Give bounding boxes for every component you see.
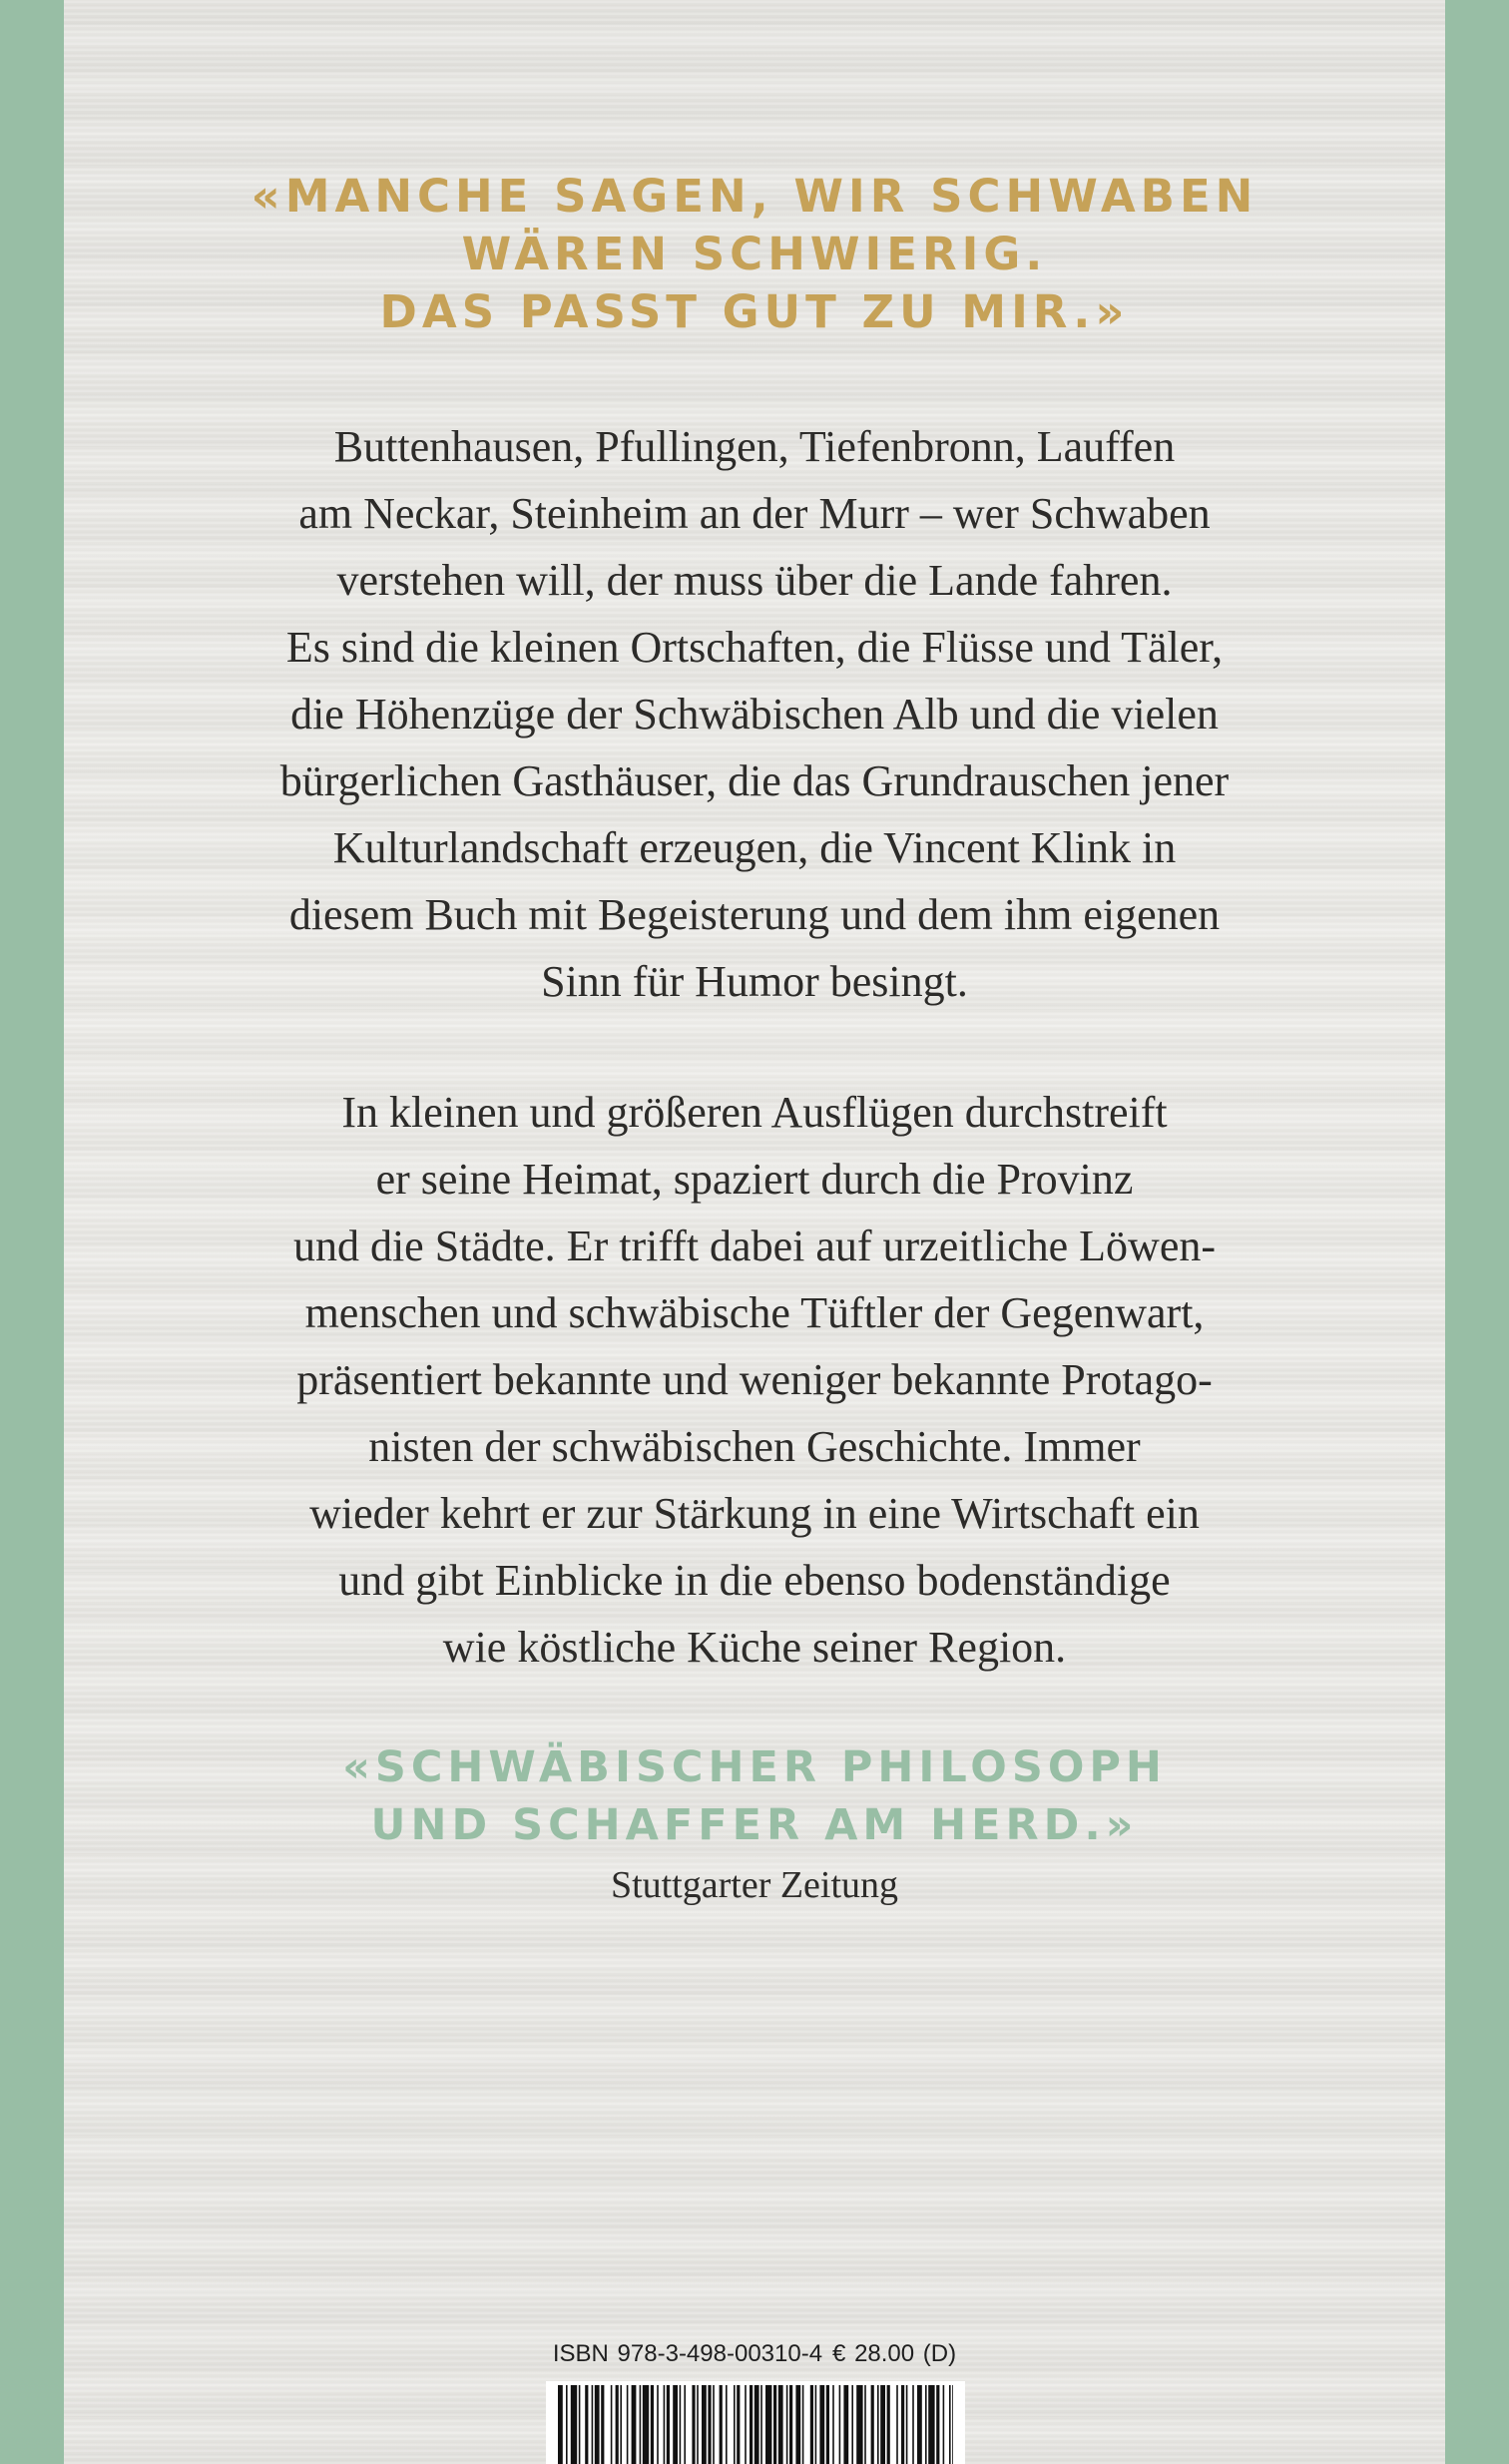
barcode-bar bbox=[760, 2385, 762, 2464]
paragraph-line: Sinn für Humor besingt. bbox=[541, 957, 968, 1006]
barcode-bar bbox=[702, 2385, 707, 2464]
barcode-bar bbox=[745, 2385, 747, 2464]
barcode-bar bbox=[952, 2385, 953, 2464]
paragraph-line: er seine Heimat, spaziert durch die Provinz bbox=[375, 1155, 1134, 1204]
barcode-bar bbox=[697, 2385, 699, 2464]
description-paragraph-2 bbox=[64, 1079, 1445, 1681]
barcode-bar bbox=[754, 2385, 759, 2464]
barcode-bar bbox=[750, 2385, 753, 2464]
paragraph-line: wieder kehrt er zur Stärkung in eine Wirtschaft ein bbox=[309, 1489, 1200, 1538]
barcode-bar bbox=[664, 2385, 666, 2464]
barcode-bar bbox=[896, 2385, 898, 2464]
barcode-bar bbox=[906, 2385, 908, 2464]
paragraph-line: wie köstliche Küche seiner Region. bbox=[442, 1623, 1067, 1672]
barcode-bar bbox=[684, 2385, 686, 2464]
press-quote bbox=[64, 1738, 1445, 1854]
barcode-bar bbox=[928, 2385, 934, 2464]
paragraph-line: präsentiert bekannte und weniger bekannte Protago- bbox=[296, 1355, 1213, 1404]
barcode-bar bbox=[620, 2385, 622, 2464]
barcode-bar bbox=[627, 2385, 629, 2464]
barcode-bar bbox=[592, 2385, 594, 2464]
barcode-bar bbox=[737, 2385, 740, 2464]
price-text: € 28.00 (D) bbox=[832, 2340, 957, 2367]
barcode-bar bbox=[726, 2385, 728, 2464]
barcode-bar bbox=[810, 2385, 813, 2464]
press-quote-line: UND SCHAFFER AM HERD.» bbox=[370, 1800, 1139, 1850]
barcode-bar bbox=[692, 2385, 695, 2464]
paragraph-line: und die Städte. Er trifft dabei auf urzeitliche Löwen- bbox=[292, 1222, 1217, 1270]
barcode-bar bbox=[912, 2385, 914, 2464]
barcode-bar bbox=[708, 2385, 711, 2464]
barcode-bar bbox=[901, 2385, 904, 2464]
paragraph-line: diesem Buch mit Begeisterung und dem ihm eigenen bbox=[288, 890, 1221, 939]
barcode-bar bbox=[558, 2385, 563, 2464]
barcode-bar bbox=[851, 2385, 853, 2464]
paragraph-line: nisten der schwäbischen Geschichte. Immer bbox=[368, 1422, 1141, 1471]
paragraph-line: verstehen will, der muss über die Lande fahren. bbox=[336, 556, 1173, 605]
description-paragraph-1 bbox=[64, 413, 1445, 1015]
barcode-bar bbox=[713, 2385, 715, 2464]
barcode-bar bbox=[643, 2385, 649, 2464]
barcode-bar bbox=[925, 2385, 927, 2464]
paragraph-line: und gibt Einblicke in die ebenso bodenständige bbox=[338, 1556, 1171, 1605]
barcode-bar bbox=[936, 2385, 939, 2464]
quote-source-text: Stuttgarter Zeitung bbox=[610, 1864, 899, 1906]
barcode-bar bbox=[826, 2385, 829, 2464]
press-quote-line: «SCHWÄBISCHER PHILOSOPH bbox=[342, 1742, 1167, 1792]
barcode-bar bbox=[632, 2385, 637, 2464]
barcode-bar bbox=[667, 2385, 670, 2464]
paragraph-line: am Neckar, Steinheim an der Murr – wer Schwaben bbox=[298, 489, 1211, 538]
back-cover bbox=[64, 0, 1445, 2464]
barcode-bar bbox=[571, 2385, 577, 2464]
paragraph-line: Buttenhausen, Pfullingen, Tiefenbronn, Lauffen bbox=[333, 422, 1176, 471]
barcode-bar bbox=[585, 2385, 588, 2464]
top-quote-line: «MANCHE SAGEN, WIR SCHWABEN bbox=[251, 170, 1258, 223]
barcode-bar bbox=[815, 2385, 817, 2464]
paragraph-line: die Höhenzüge der Schwäbischen Alb und die vielen bbox=[290, 690, 1219, 739]
barcode-bar bbox=[595, 2385, 600, 2464]
barcode-bar bbox=[795, 2385, 800, 2464]
paragraph-line: Es sind die kleinen Ortschaften, die Flüsse und Täler, bbox=[285, 623, 1224, 672]
paragraph-line: In kleinen und größeren Ausflügen durchstreift bbox=[341, 1088, 1168, 1137]
barcode-bars bbox=[558, 2385, 953, 2464]
isbn-text: ISBN 978-3-498-00310-4 bbox=[552, 2340, 823, 2367]
paragraph-line: menschen und schwäbische Tüftler der Gegenwart, bbox=[304, 1288, 1205, 1337]
barcode-bar bbox=[843, 2385, 848, 2464]
barcode-bar bbox=[789, 2385, 792, 2464]
barcode-bar bbox=[887, 2385, 890, 2464]
paragraph-line: bürgerlichen Gasthäuser, die das Grundrauschen jener bbox=[279, 756, 1230, 805]
barcode-bar bbox=[943, 2385, 945, 2464]
barcode-bar bbox=[864, 2385, 866, 2464]
barcode-bar bbox=[786, 2385, 788, 2464]
top-quote-line: WÄREN SCHWIERIG. bbox=[461, 228, 1048, 280]
paragraph-line: Kulturlandschaft erzeugen, die Vincent Klink in bbox=[332, 823, 1177, 872]
top-quote-line: DAS PASST GUT ZU MIR.» bbox=[379, 285, 1130, 338]
barcode-bar bbox=[778, 2385, 783, 2464]
barcode-bar bbox=[839, 2385, 841, 2464]
barcode-bar bbox=[773, 2385, 776, 2464]
barcode-bar bbox=[657, 2385, 659, 2464]
barcode-bar bbox=[917, 2385, 922, 2464]
barcode bbox=[546, 2381, 965, 2464]
barcode-bar bbox=[601, 2385, 604, 2464]
barcode-bar bbox=[611, 2385, 613, 2464]
barcode-bar bbox=[856, 2385, 862, 2464]
barcode-bar bbox=[877, 2385, 879, 2464]
barcode-bar bbox=[579, 2385, 581, 2464]
barcode-bar bbox=[566, 2385, 568, 2464]
barcode-bar bbox=[832, 2385, 834, 2464]
top-quote bbox=[64, 168, 1445, 341]
barcode-bar bbox=[871, 2385, 874, 2464]
barcode-bar bbox=[680, 2385, 682, 2464]
barcode-bar bbox=[949, 2385, 951, 2464]
barcode-bar bbox=[880, 2385, 885, 2464]
barcode-bar bbox=[819, 2385, 824, 2464]
barcode-bar bbox=[640, 2385, 642, 2464]
barcode-bar bbox=[802, 2385, 804, 2464]
barcode-bar bbox=[673, 2385, 678, 2464]
barcode-bar bbox=[734, 2385, 736, 2464]
press-quote-source bbox=[64, 1860, 1445, 1910]
barcode-bar bbox=[651, 2385, 654, 2464]
isbn-price-line bbox=[64, 2339, 1445, 2369]
barcode-bar bbox=[616, 2385, 619, 2464]
barcode-bar bbox=[720, 2385, 723, 2464]
barcode-bar bbox=[765, 2385, 771, 2464]
